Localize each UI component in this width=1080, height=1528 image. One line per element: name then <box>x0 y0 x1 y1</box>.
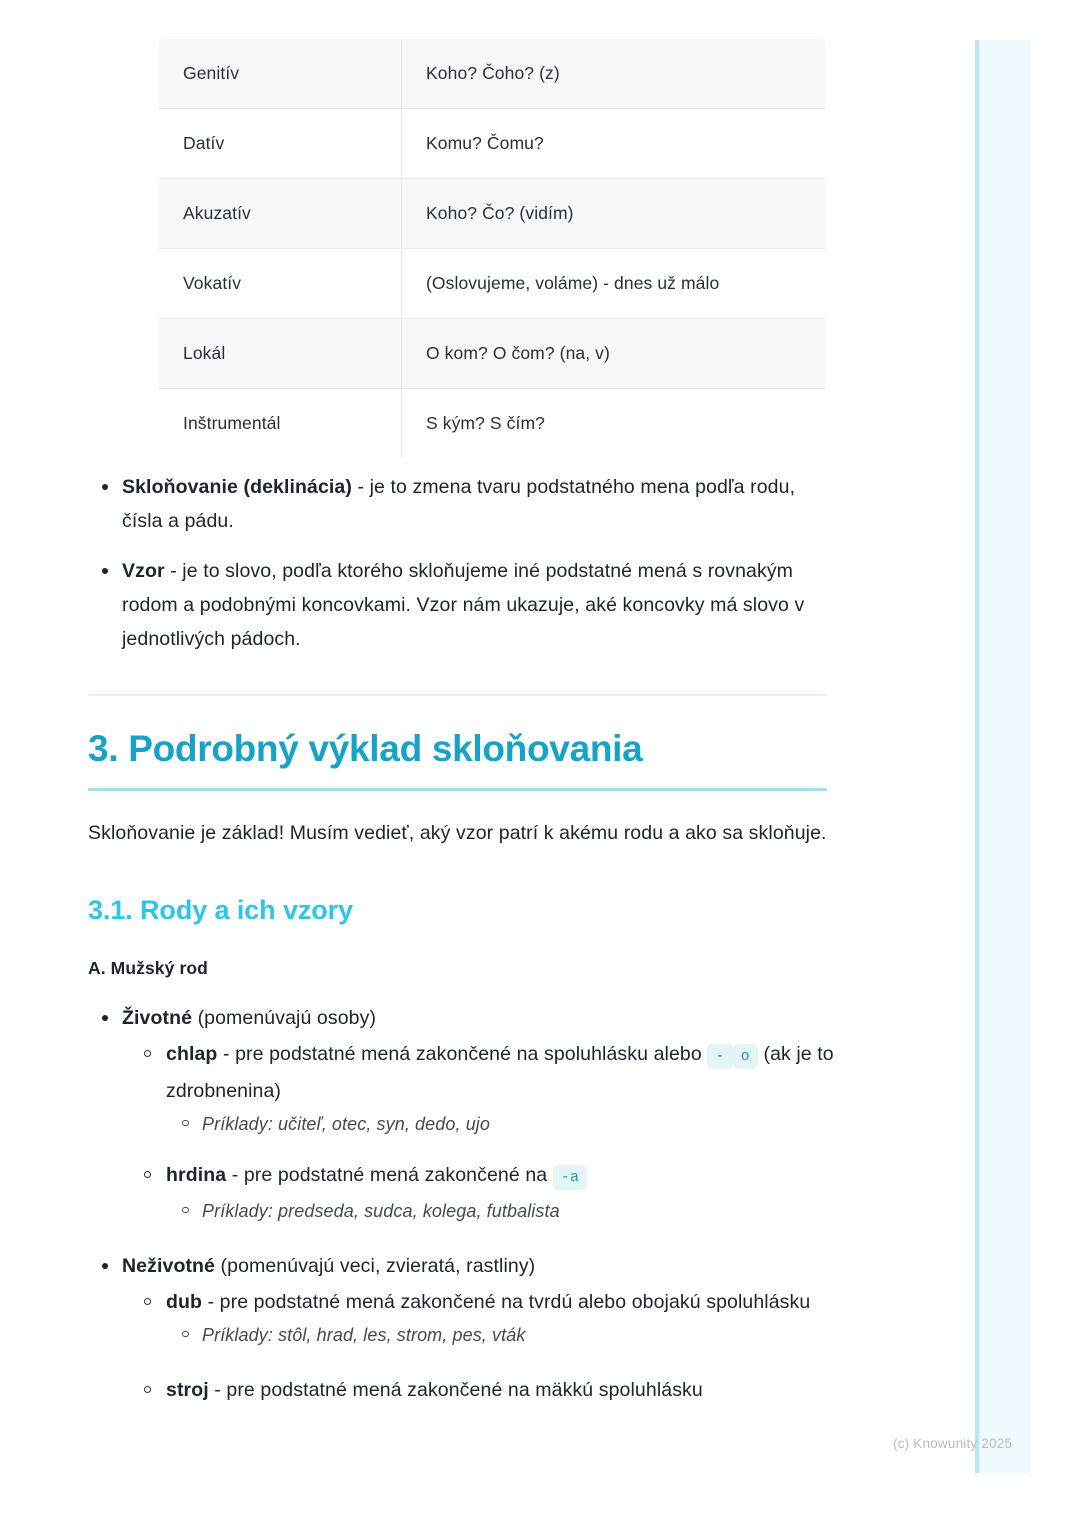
list-item <box>122 554 840 656</box>
main-content <box>88 470 840 1413</box>
pattern-list <box>122 1285 840 1407</box>
pattern-name: chlap <box>166 1042 218 1065</box>
section-heading-underline <box>88 788 827 791</box>
section-divider <box>88 694 827 696</box>
pattern-name: stroj <box>166 1378 209 1401</box>
gender-name: Životné <box>122 1006 193 1029</box>
case-question-cell: O kom? O čom? (na, v) <box>402 319 826 389</box>
case-question-cell: Koho? Čoho? (z) <box>402 39 826 109</box>
gender-name: Neživotné <box>122 1254 216 1277</box>
examples-list <box>166 1108 840 1140</box>
list-item <box>122 1249 840 1407</box>
definition-term: Skloňovanie (deklinácia) <box>122 476 352 498</box>
gender-note: (pomenúvajú veci, zvieratá, rastliny) <box>215 1254 536 1277</box>
list-item <box>166 1373 840 1407</box>
case-name-cell: Datív <box>159 109 402 179</box>
gender-note: (pomenúvajú osoby) <box>192 1006 377 1029</box>
pattern-description: - pre podstatné mená zakončené na tvrdú alebo obojakú spoluhlásku <box>202 1290 811 1313</box>
page-side-accent-strip <box>975 40 1030 1473</box>
table-row <box>159 179 826 249</box>
pattern-description: - pre podstatné mená zakončené na mäkkú spoluhlásku <box>208 1378 703 1401</box>
list-item <box>166 1158 840 1227</box>
gender-list <box>88 1001 840 1407</box>
ending-code-badge: - <box>707 1044 732 1069</box>
table-row <box>159 319 826 389</box>
case-question-cell: Koho? Čo? (vidím) <box>402 179 826 249</box>
pattern-description-cont: (ak je to zdrobnenina) <box>166 1042 834 1102</box>
definition-text: - je to slovo, podľa ktorého skloňujeme iné podstatné mená s rovnakým rodom a podobnými koncovkami. Vzor nám ukazuje, aké koncovky má slovo v jednotlivých pádoch. <box>122 560 805 650</box>
list-item: Príklady: učiteľ, otec, syn, dedo, ujo <box>202 1108 840 1140</box>
subsection-title: 3.1. Rody a ich vzory <box>88 894 353 925</box>
examples-list <box>166 1319 840 1351</box>
grammatical-cases-table <box>158 38 826 459</box>
list-item: Príklady: predseda, sudca, kolega, futbalista <box>202 1195 840 1227</box>
pattern-name: hrdina <box>166 1163 227 1186</box>
subsubsection-title: A. Mužský rod <box>88 957 208 978</box>
table-row <box>159 109 826 179</box>
page-title: 3. Podrobný výklad skloňovania <box>88 728 643 769</box>
copyright-watermark: (c) Knowunity 2025 <box>893 1436 1013 1451</box>
examples-list <box>166 1195 840 1227</box>
pattern-name: dub <box>166 1290 203 1313</box>
table-row <box>159 249 826 319</box>
ending-code-badge: -a <box>553 1165 588 1190</box>
case-name-cell: Inštrumentál <box>159 389 402 459</box>
pattern-description: - pre podstatné mená zakončené na spoluhlásku alebo <box>217 1042 708 1065</box>
case-question-cell: Komu? Čomu? <box>402 109 826 179</box>
list-item: Príklady: stôl, hrad, les, strom, pes, vták <box>202 1319 840 1351</box>
ending-code-badge: o <box>733 1044 758 1069</box>
definition-term: Vzor <box>122 560 165 582</box>
definition-text: - je to zmena tvaru podstatného mena podľa rodu, čísla a pádu. <box>122 476 796 532</box>
list-item <box>166 1285 840 1351</box>
pattern-list <box>122 1037 840 1227</box>
pattern-description: - pre podstatné mená zakončené na <box>226 1163 553 1186</box>
list-item <box>122 470 840 538</box>
definition-list <box>88 470 840 656</box>
case-question-cell: (Oslovujeme, voláme) - dnes už málo <box>402 249 826 319</box>
case-question-cell: S kým? S čím? <box>402 389 826 459</box>
list-item <box>122 1001 840 1227</box>
case-name-cell: Lokál <box>159 319 402 389</box>
table-row <box>159 389 826 459</box>
table-row <box>159 39 826 109</box>
section-intro-text: Skloňovanie je základ! Musím vedieť, aký vzor patrí k akému rodu a ako sa skloňuje. <box>88 821 827 844</box>
case-name-cell: Vokatív <box>159 249 402 319</box>
case-name-cell: Genitív <box>159 39 402 109</box>
list-item <box>166 1037 840 1140</box>
case-name-cell: Akuzatív <box>159 179 402 249</box>
